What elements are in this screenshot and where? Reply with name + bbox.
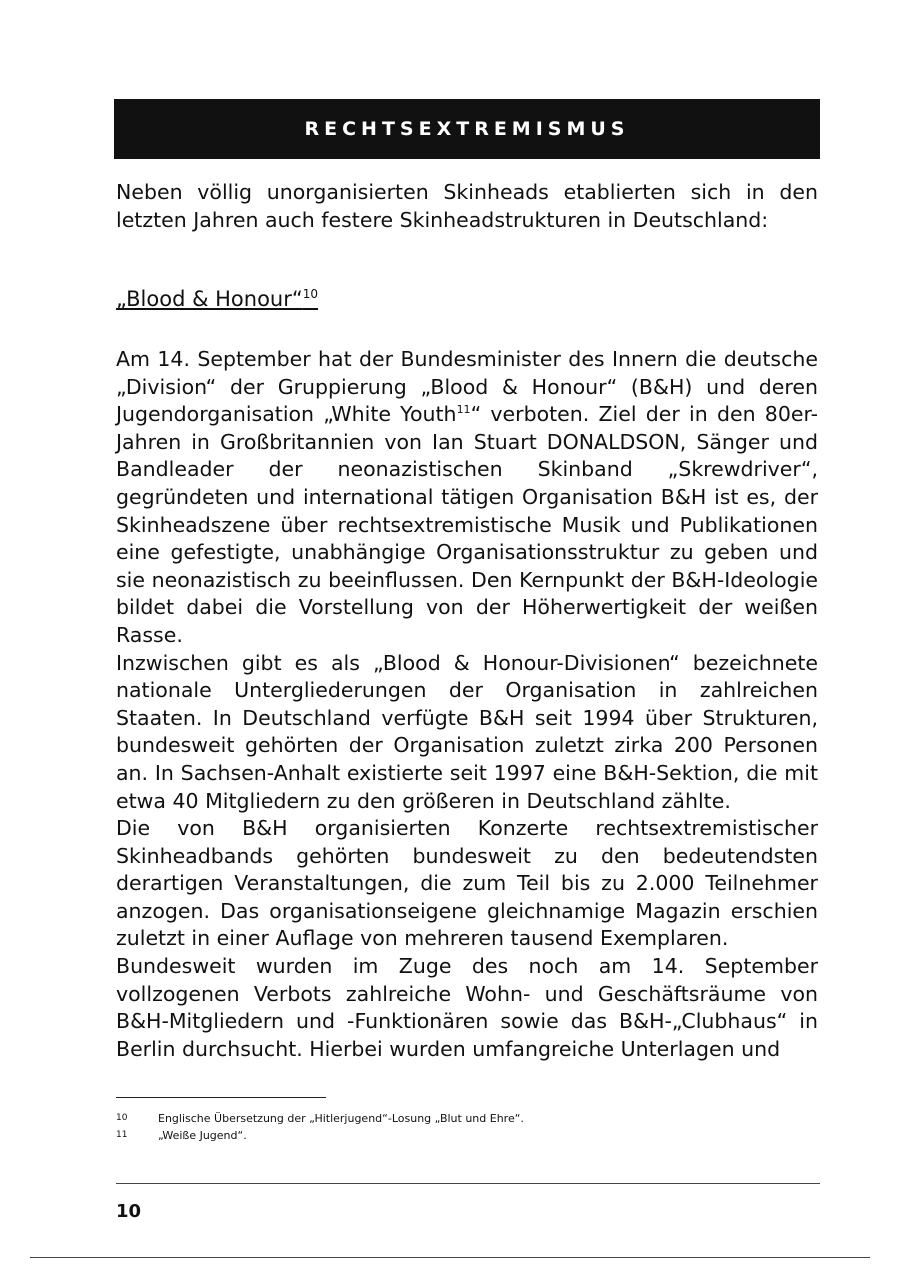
footnote-10 [116,1110,816,1127]
footnote-text: „Weiße Jugend“. [158,1129,247,1142]
section-heading [116,287,318,311]
footnote-11 [116,1127,816,1144]
section-heading-text: „Blood & Honour“ [116,287,303,311]
chapter-header-bar [114,99,820,159]
chapter-title: RECHTSEXTREMISMUS [304,118,630,140]
paragraph-1-part-b: “ verboten. Ziel der in den 80er-Jahren in Großbritannien von Ian Stuart DONALDSON, Sänger und Bandleader der neonazistischen Skinband „Skrewdriver“, gegründeten und international tätigen Organisation B&H ist es, der Skinheadszene über rechtsextremistische Musik und Publikationen eine gefestigte, unabhängige Organisationsstruktur zu geben und sie neonazistisch zu beeinflussen. Den Kernpunkt der B&H-Ideologie bildet dabei die Vorstellung von der Höherwertigkeit der weißen Rasse. [116,402,818,647]
paragraph-1-part-a: Am 14. September hat der Bundesminister des Innern die deutsche „Division“ der Gruppierung „Blood & Honour“ (B&H) und deren Jugendorganisation „White Youth [116,347,818,427]
page-number: 10 [116,1201,142,1222]
footnote-ref-10: 10 [302,287,319,301]
paragraph-4: Bundesweit wurden im Zuge des noch am 14. September vollzogenen Verbots zahlreiche Wohn- und Geschäftsräume von B&H-Mitgliedern und -Funktionären sowie das B&H-„Clubhaus“ in Berlin durchsucht. Hierbei wurden umfangreiche Unterlagen und [116,954,818,1061]
paragraph-3: Die von B&H organisierten Konzerte rechtsextremistischer Skinheadbands gehörten bundesweit zu den bedeutendsten derartigen Veranstaltungen, die zum Teil bis zu 2.000 Teilnehmer anzogen. Das organisationseigene gleichnamige Magazin erschien zuletzt in einer Auflage von mehreren tausend Exemplaren. [116,816,818,951]
body-text [116,346,818,1063]
footnote-text: Englische Übersetzung der „Hitlerjugend“-Losung „Blut und Ehre“. [158,1112,524,1125]
scan-edge-line [30,1257,870,1258]
footnote-ref-11: 11 [456,403,471,417]
footnotes [116,1110,816,1144]
footnote-mark: 11 [116,1130,128,1140]
footnote-mark: 10 [116,1113,128,1123]
footnote-divider [116,1097,326,1098]
intro-paragraph: Neben völlig unorganisierten Skinheads etablierten sich in den letzten Jahren auch festere Skinheadstrukturen in Deutschland: [116,180,818,232]
page-footer-divider [116,1183,820,1184]
paragraph-2: Inzwischen gibt es als „Blood & Honour-Divisionen“ bezeichnete nationale Untergliederungen der Organisation in zahlreichen Staaten. In Deutschland verfügte B&H seit 1994 über Strukturen, bundesweit gehörten der Organisation zuletzt zirka 200 Personen an. In Sachsen-Anhalt existierte seit 1997 eine B&H-Sektion, die mit etwa 40 Mitgliedern zu den größeren in Deutschland zählte. [116,650,818,813]
paragraph-1 [116,346,818,650]
